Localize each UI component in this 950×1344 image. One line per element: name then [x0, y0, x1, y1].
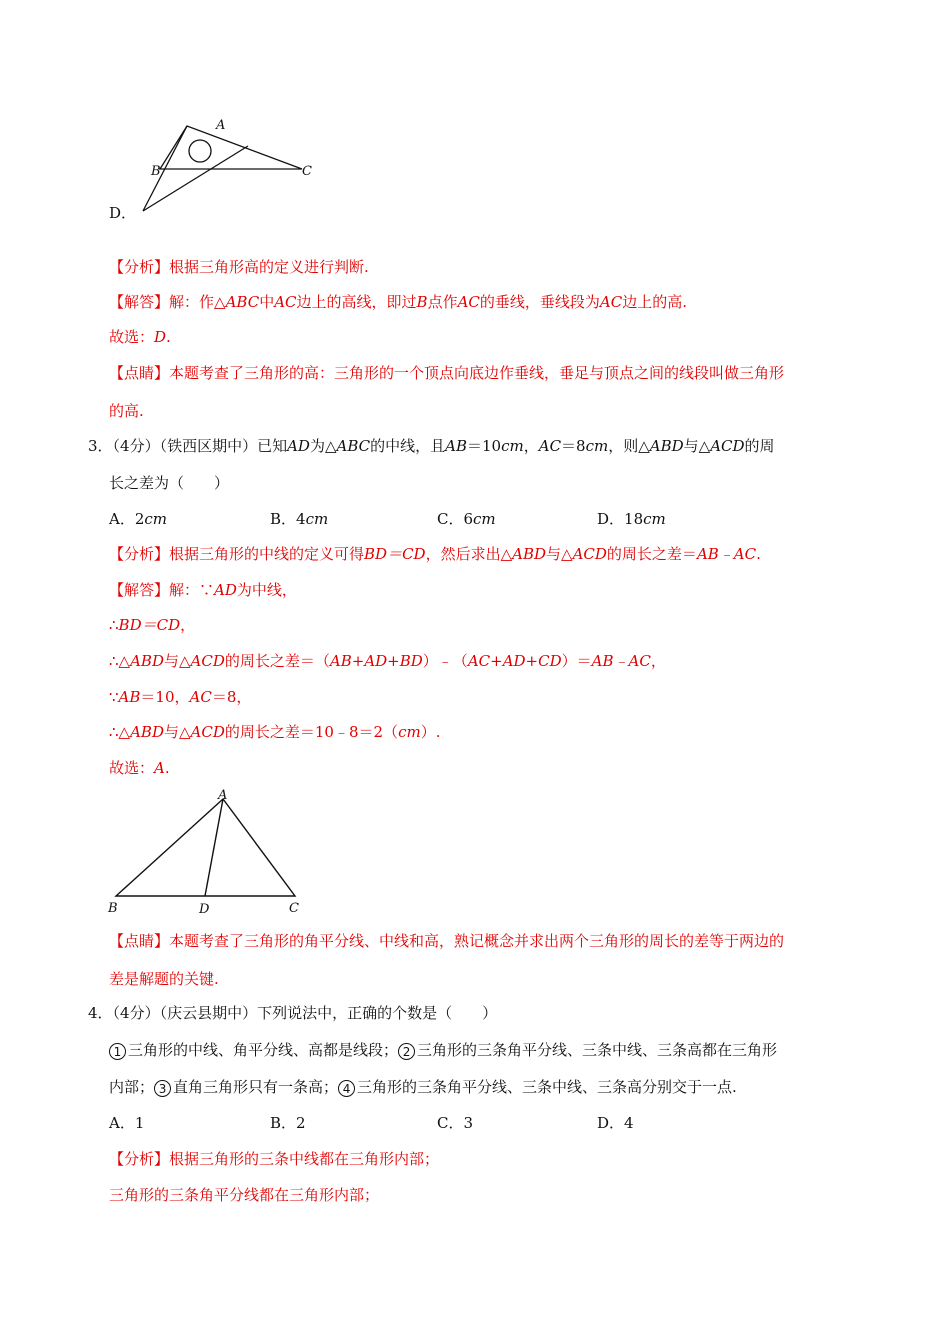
q3-step3: ∵AB＝10，AC＝8， [109, 688, 252, 706]
comment-tag: 【点睛】 [109, 364, 170, 382]
answer-tag: 【解答】 [109, 293, 170, 311]
triangle-abc-outline [160, 126, 302, 169]
choice-value: D [154, 328, 167, 346]
q3-option-d: D．18cm [597, 510, 666, 528]
q3-option-a: A．2cm [109, 510, 168, 528]
vertex-label-c: C [289, 901, 299, 916]
circled-number-3: 3 [154, 1080, 171, 1097]
q4-option-d: D．4 [597, 1114, 634, 1132]
answer-text: 边上的高. [622, 293, 687, 311]
q2-comment-line2: 的高. [109, 402, 144, 420]
stem-var: ABD [649, 437, 684, 455]
stem-unit: cm [585, 437, 609, 455]
q3-step2: ∴△ABD与△ACD的周长之差＝（AB+AD+BD）﹣（AC+AD+CD）＝AB﹣AC， [109, 652, 666, 670]
question-number: 3． [88, 437, 113, 455]
answer-text: 中 [259, 293, 275, 311]
stem-var: AB [445, 437, 467, 455]
circled-number-1: 1 [109, 1043, 126, 1060]
stem-text: 的中线，且 [370, 437, 446, 455]
answer-var: AC [599, 293, 623, 311]
q4-option-b: B．2 [270, 1114, 306, 1132]
stem-text: ， [523, 437, 539, 455]
comment-text: 本题考查了三角形的高：三角形的一个顶点向底边作垂线，垂足与顶点之间的线段叫做三角形 [169, 364, 785, 382]
answer-var: AC [457, 293, 480, 311]
q2-answer [109, 292, 687, 312]
triangle-figure-q3 [104, 786, 314, 916]
stem-text: （4分）（铁西区期中）已知 [112, 437, 288, 455]
answer-text: 点作 [427, 293, 458, 311]
stem-text: ＝8 [561, 437, 586, 455]
circled-number-2: 2 [398, 1043, 415, 1060]
q3-stem-line1 [88, 436, 775, 456]
q4-analysis-line2: 三角形的三条角平分线都在三角形内部； [109, 1186, 380, 1204]
q3-step1: ∴BD＝CD， [109, 616, 196, 634]
stem-var: ACD [710, 437, 745, 455]
answer-var: ABC [225, 293, 260, 311]
stem-var: AC [538, 437, 562, 455]
stem-text: ＝10 [467, 437, 502, 455]
analysis-text: 根据三角形高的定义进行判断. [169, 258, 369, 276]
q3-stem-line2: 长之差为（ ） [109, 474, 230, 492]
answer-text: 边上的高线，即过 [296, 293, 417, 311]
analysis-tag: 【分析】 [109, 258, 170, 276]
triangle-abc-outline [116, 799, 295, 896]
q3-choice: 故选：A. [109, 759, 170, 777]
q4-stem: 4．（4分）（庆云县期中）下列说法中，正确的个数是（ ） [88, 1004, 498, 1022]
q2-comment-line1 [109, 363, 784, 383]
answer-var: B [416, 293, 428, 311]
answer-var: AC [274, 293, 297, 311]
choice-prefix: 故选： [109, 328, 155, 346]
triangle-figure-option-d [140, 116, 320, 216]
stem-var: AD [287, 437, 310, 455]
comment-tag: 【点睛】 [109, 932, 170, 950]
q4-statements-line2: 内部； 3 直角三角形只有一条高； 4 三角形的三条角平分线、三条中线、三条高分别交于一点. [109, 1078, 737, 1096]
q3-step4: ∴△ABD与△ACD的周长之差＝10﹣8＝2（cm）. [109, 723, 441, 741]
analysis-tag: 【分析】 [109, 545, 170, 563]
q3-answer: 【解答】解：∵AD为中线， [109, 581, 297, 599]
q2-choice [109, 327, 171, 347]
q4-option-c: C．3 [437, 1114, 474, 1132]
vertex-label-b: B [151, 164, 161, 179]
q4-option-a: A．1 [109, 1114, 145, 1132]
vertex-label-c: C [302, 164, 312, 179]
vertex-label-a: A [216, 118, 226, 133]
analysis-tag: 【分析】 [109, 1150, 170, 1168]
answer-text: 解：作△ [169, 293, 226, 311]
question-number: 4． [88, 1004, 113, 1022]
stem-unit: cm [501, 437, 524, 455]
q3-analysis: 【分析】根据三角形的中线的定义可得BD＝CD，然后求出△ABD与△ACD的周长之差＝AB﹣AC. [109, 545, 761, 563]
answer-tag: 【解答】 [109, 581, 170, 599]
right-angle-circle-mark [189, 140, 211, 162]
q2-analysis [109, 257, 369, 277]
answer-text: 的垂线，垂线段为 [479, 293, 600, 311]
circled-number-4: 4 [338, 1080, 355, 1097]
choice-end: . [166, 328, 171, 346]
q3-comment-line1: 【点睛】本题考查了三角形的角平分线、中线和高，熟记概念并求出两个三角形的周长的差等于两边的 [109, 932, 785, 950]
vertex-label-b: B [108, 901, 118, 916]
vertex-label-d: D [199, 902, 210, 917]
stem-text: 的周 [744, 437, 775, 455]
stem-text: 与△ [683, 437, 711, 455]
q3-option-b: B．4cm [270, 510, 329, 528]
q3-comment-line2: 差是解题的关键. [109, 970, 219, 988]
q3-option-c: C．6cm [437, 510, 496, 528]
vertex-label-a: A [218, 788, 228, 803]
stem-var: ABC [336, 437, 371, 455]
option-d-label: D． [109, 204, 137, 222]
stem-text: 为△ [309, 437, 337, 455]
stem-text: ，则△ [608, 437, 650, 455]
q4-statements-line1: 1 三角形的中线、角平分线、高都是线段； 2 三角形的三条角平分线、三条中线、三条高都在三角形 [109, 1040, 777, 1060]
q4-analysis-line1: 【分析】根据三角形的三条中线都在三角形内部； [109, 1150, 440, 1168]
